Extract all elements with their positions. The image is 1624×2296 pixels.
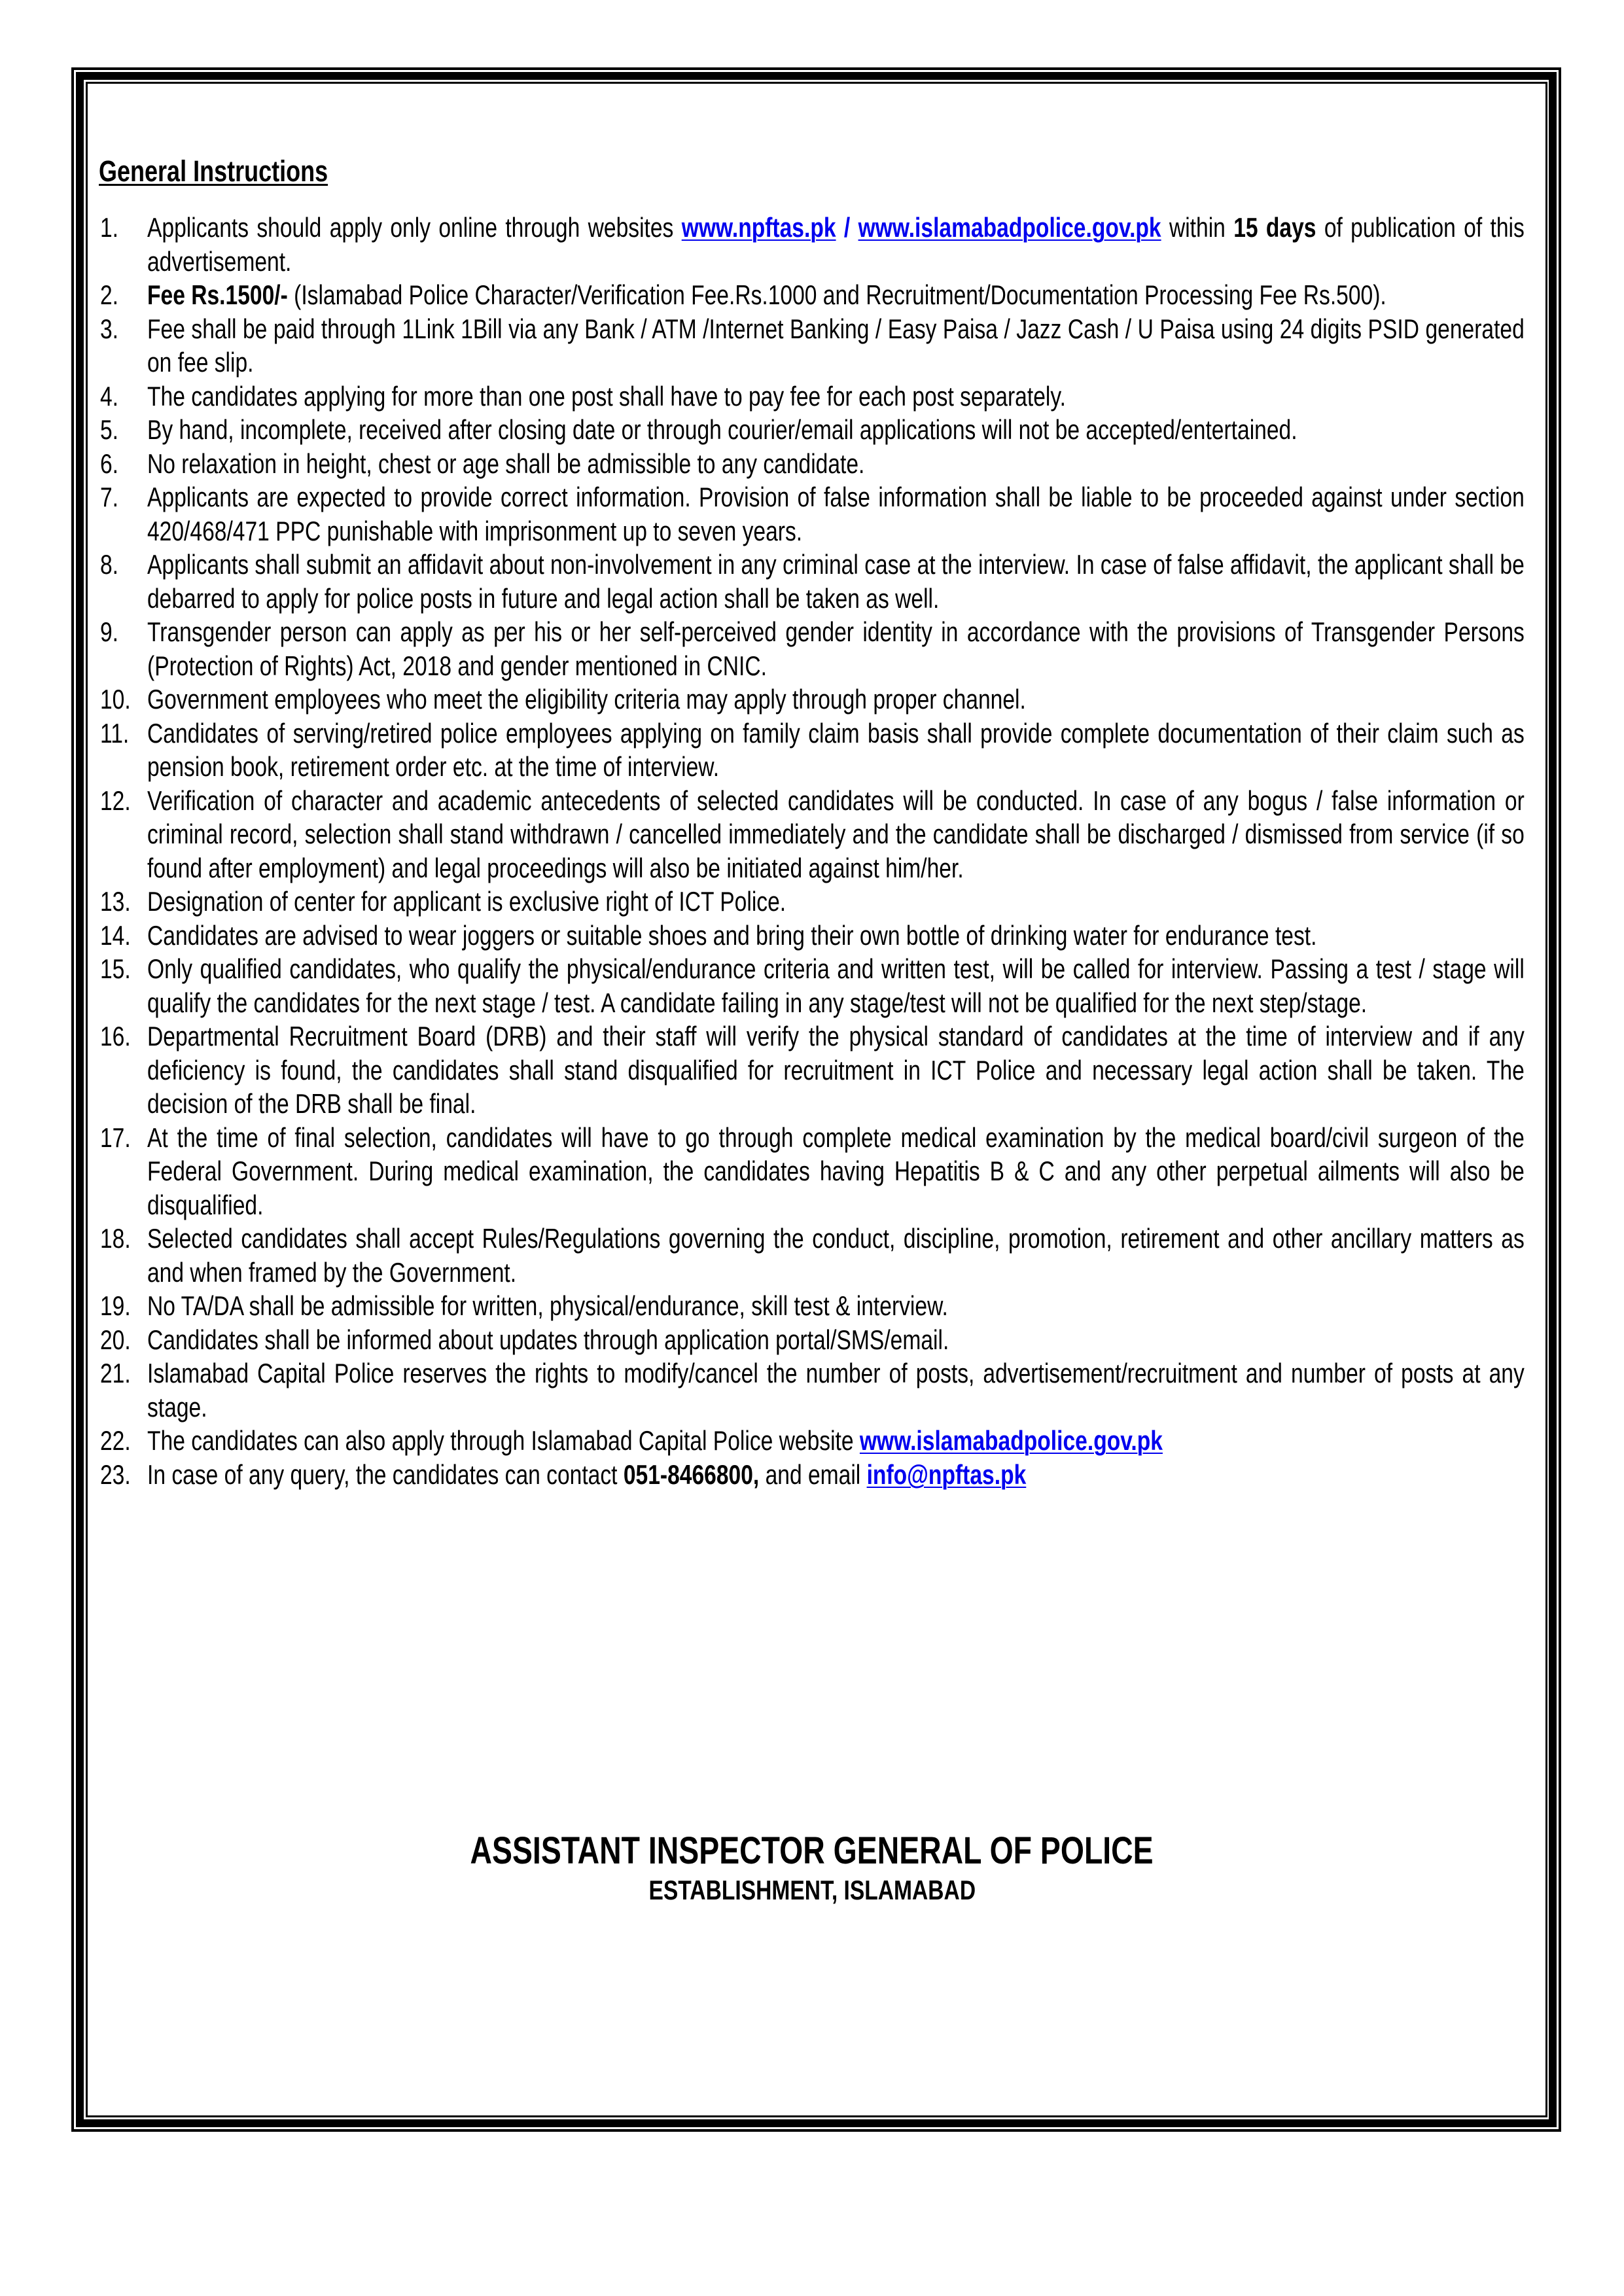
instruction-number: 21. [100,1358,131,1388]
instruction-item [100,480,1525,548]
instruction-number: 10. [100,684,131,715]
instruction-number: 22. [100,1425,131,1456]
text-run: By hand, incomplete, received after closing date or through courier/email applications will not be accepted/entertained. [147,414,1297,445]
text-run: No relaxation in height, chest or age shall be admissible to any candidate. [147,448,865,479]
instruction-number: 9. [100,616,119,647]
website-link[interactable]: www.islamabadpolice.gov.pk [858,212,1161,243]
text-run: of publication of this advertisement. [147,212,1525,277]
instruction-text [147,312,1525,380]
instruction-number: 17. [100,1122,131,1153]
instruction-item [100,1222,1525,1289]
text-run: Designation of center for applicant is exclusive right of ICT Police. [147,886,786,917]
emphasized-text: 15 days [1233,212,1316,243]
text-run: Selected candidates shall accept Rules/Regulations governing the conduct, discipline, promotion, retirement and other ancillary matters as and when framed by the Government. [147,1223,1525,1288]
instruction-text [147,784,1525,885]
instruction-text [147,211,1525,278]
instruction-text [147,1458,1525,1492]
instruction-number: 20. [100,1324,131,1355]
signature-title-text: ASSISTANT INSPECTOR GENERAL OF POLICE [470,1829,1154,1872]
instruction-item [100,211,1525,278]
instruction-item [100,1458,1525,1492]
instruction-item [100,919,1525,953]
instruction-item [100,1424,1525,1458]
instruction-item [100,1019,1525,1121]
instruction-item [100,682,1525,716]
text-run: Islamabad Capital Police reserves the rights to modify/cancel the number of posts, advertisement/recruitment and number of posts at any stage. [147,1358,1525,1422]
section-heading: General Instructions [99,154,328,188]
instruction-item [100,1289,1525,1323]
instruction-item [100,784,1525,885]
instructions-list [100,211,1525,1491]
text-run: Fee shall be paid through 1Link 1Bill via any Bank / ATM /Internet Banking / Easy Paisa / Jazz Cash / U Paisa using 24 digits PSID generated on fee slip. [147,313,1525,378]
text-run: No TA/DA shall be admissible for written, physical/endurance, skill test & interview. [147,1290,948,1321]
instruction-text [147,1424,1525,1458]
instruction-number: 2. [100,279,119,310]
instruction-text [147,1289,1525,1323]
text-run: Applicants are expected to provide correct information. Provision of false information shall be liable to be proceeded against under section 420/468/471 PPC punishable with imprisonment up to seven years. [147,482,1525,546]
instruction-item [100,952,1525,1019]
instruction-item [100,885,1525,919]
instruction-item [100,1323,1525,1357]
text-run: and email [759,1458,867,1490]
instruction-item [100,1121,1525,1222]
text-run: Only qualified candidates, who qualify the physical/endurance criteria and written test, will be called for interview. Passing a test / stage will qualify the candidates for the next stage / test. A candidate failing in any stage/test will not be qualified for the next step/stage. [147,953,1525,1018]
text-run: within [1161,212,1234,243]
signature-subtitle [0,1874,1624,1907]
instruction-item [100,278,1525,312]
instruction-text [147,952,1525,1019]
emphasized-text: / [836,212,858,243]
website-link[interactable]: www.islamabadpolice.gov.pk [859,1425,1163,1456]
instruction-item [100,413,1525,447]
instruction-number: 14. [100,919,131,951]
instruction-number: 7. [100,482,119,512]
text-run: The candidates can also apply through Islamabad Capital Police website [147,1425,860,1456]
instruction-text [147,1019,1525,1121]
text-run: Applicants should apply only online through websites [147,212,682,243]
text-run: Candidates are advised to wear joggers or suitable shoes and bring their own bottle of drinking water for endurance test. [147,919,1317,951]
instruction-number: 18. [100,1223,131,1254]
text-run: Government employees who meet the eligibility criteria may apply through proper channel. [147,684,1026,715]
text-run: The candidates applying for more than one post shall have to pay fee for each post separately. [147,380,1066,412]
instruction-item [100,716,1525,784]
text-run: Verification of character and academic antecedents of selected candidates will be conducted. In case of any bogus / false information or criminal record, selection shall stand withdrawn / cancelled immediately and the candidate shall be discharged / dismissed from service (if so found after employment) and legal proceedings will also be initiated against him/her. [147,785,1525,883]
emphasized-text: Fee Rs.1500/- [147,279,288,310]
instruction-number: 3. [100,313,119,344]
email-link[interactable]: info@npftas.pk [866,1458,1027,1490]
instruction-text [147,1323,1525,1357]
instruction-text [147,1222,1525,1289]
text-run: Departmental Recruitment Board (DRB) and their staff will verify the physical standard of candidates at the time of interview and if any deficiency is found, the candidates shall stand disqualified for recruitment in ICT Police and necessary legal action shall be taken. The decision of the DRB shall be final. [147,1021,1525,1119]
instruction-number: 19. [100,1290,131,1321]
emphasized-text: 051-8466800, [623,1458,760,1490]
instruction-text [147,447,1525,481]
instruction-text [147,682,1525,716]
instruction-text [147,885,1525,919]
text-run: At the time of final selection, candidates will have to go through complete medical examination by the medical board/civil surgeon of the Federal Government. During medical examination, the candidates having Hepatitis B & C and any other perpetual ailments will also be disqualified. [147,1122,1525,1220]
instruction-number: 13. [100,886,131,917]
instruction-number: 5. [100,414,119,445]
text-run: Candidates shall be informed about updates through application portal/SMS/email. [147,1324,949,1355]
instruction-number: 16. [100,1021,131,1051]
text-run: Candidates of serving/retired police employees applying on family claim basis shall provide complete documentation of their claim such as pension book, retirement order etc. at the time of interview. [147,717,1525,782]
instruction-number: 6. [100,448,119,479]
text-run: Transgender person can apply as per his or her self-perceived gender identity in accordance with the provisions of Transgender Persons (Protection of Rights) Act, 2018 and gender mentioned in CNIC. [147,616,1525,681]
instruction-number: 8. [100,549,119,580]
instruction-text [147,278,1525,312]
instruction-number: 4. [100,380,119,412]
instruction-number: 1. [100,212,119,243]
instruction-item [100,548,1525,615]
instruction-item [100,615,1525,682]
website-link[interactable]: www.npftas.pk [681,212,836,243]
instruction-text [147,716,1525,784]
instruction-text [147,615,1525,682]
instruction-item [100,447,1525,481]
instruction-text [147,1121,1525,1222]
instruction-text [147,548,1525,615]
text-run: (Islamabad Police Character/Verification Fee.Rs.1000 and Recruitment/Documentation Processing Fee Rs.500). [287,279,1386,310]
instruction-text [147,919,1525,953]
instruction-number: 12. [100,785,131,816]
instruction-text [147,480,1525,548]
instruction-item [100,1356,1525,1424]
signature-title [0,1829,1624,1873]
instruction-item [100,312,1525,380]
instruction-number: 23. [100,1458,131,1490]
instruction-text [147,413,1525,447]
instruction-item [100,380,1525,414]
text-run: In case of any query, the candidates can contact [147,1458,624,1490]
signature-subtitle-text: ESTABLISHMENT, ISLAMABAD [648,1875,976,1905]
instruction-text [147,1356,1525,1424]
instruction-number: 15. [100,953,131,984]
text-run: Applicants shall submit an affidavit about non-involvement in any criminal case at the interview. In case of false affidavit, the applicant shall be debarred to apply for police posts in future and legal action shall be taken as well. [147,549,1525,614]
instruction-number: 11. [100,717,130,749]
instruction-text [147,380,1525,414]
